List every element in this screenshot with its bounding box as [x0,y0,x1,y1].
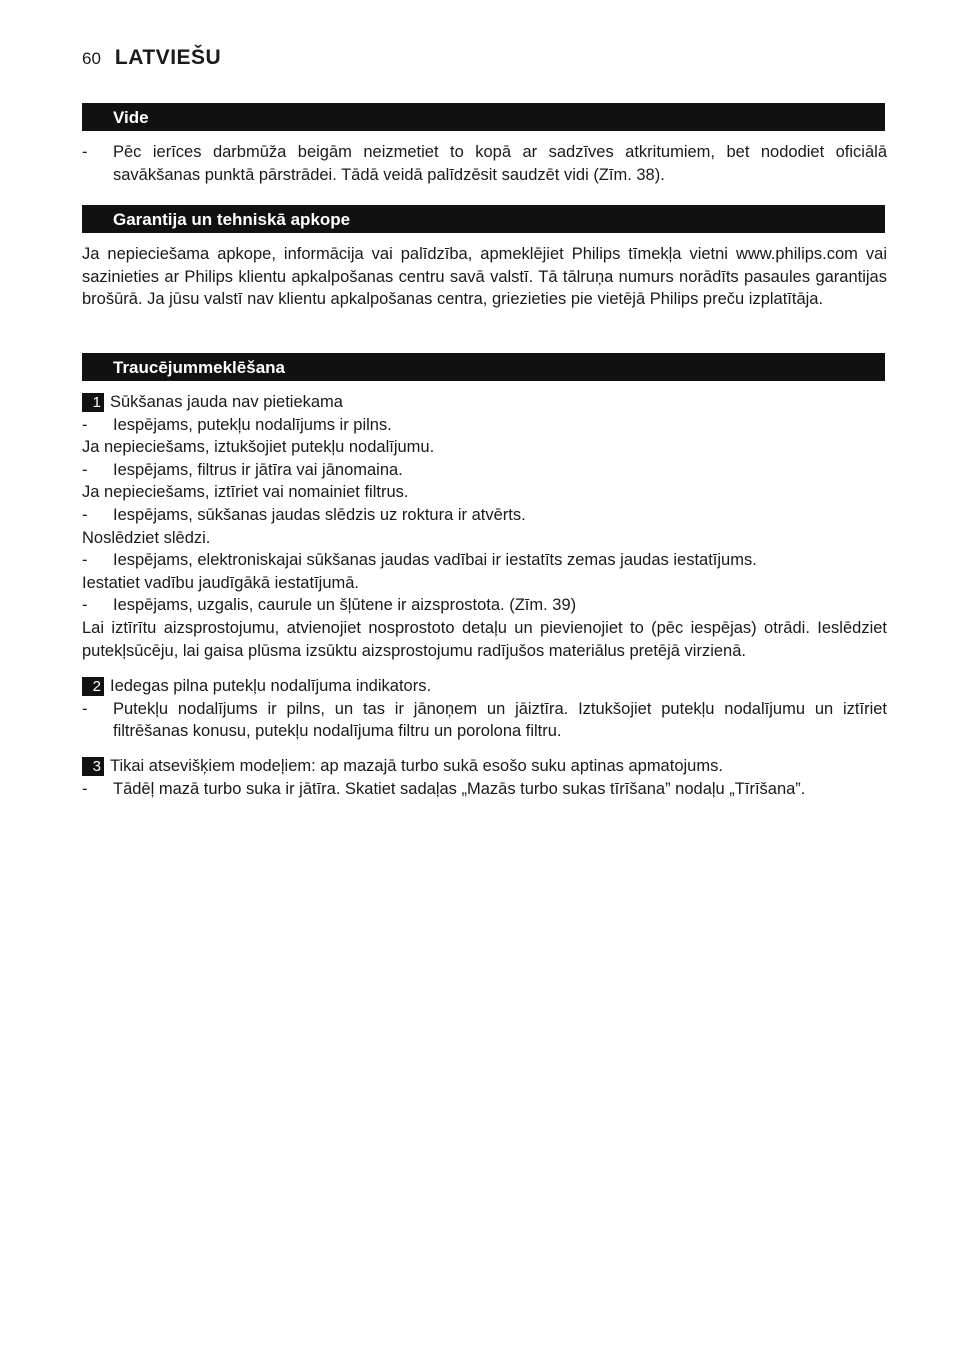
list-item: - Iespējams, elektroniskajai sūkšanas jaudas vadībai ir iestatīts zemas jaudas iestatījums. [82,551,757,570]
list-item: - Iespējams, putekļu nodalījums ir pilns. [82,415,392,434]
page-number: 60 [82,49,101,68]
list-item: - Iespējams, filtrus ir jātīra vai jānomaina. [82,460,403,479]
vide-list [82,141,887,186]
problem-title: Iedegas pilna putekļu nodalījuma indikators. [110,677,432,695]
section-header-traucejumi: Traucējummeklēšana [82,353,885,381]
problem-title: Sūkšanas jauda nav pietiekama [110,393,343,411]
problem-2 [82,675,887,743]
section-header-vide: Vide [82,103,885,131]
instruction-line: Lai iztīrītu aizsprostojumu, atvienojiet nosprostoto detaļu un pievienojiet to (pēc iespējas) otrādi. Ieslēdziet putekļsūcēju, lai gaisa plūsma izsūktu aizsprostojumu radījušos materiālus pretējā virzienā. [82,618,887,660]
list-item: - Pēc ierīces darbmūža beigām neizmetiet to kopā ar sadzīves atkritumiem, bet nododiet oficiālā savākšanas punktā pārstrādei. Tādā veidā palīdzēsit saudzēt vidi (Zīm. 38). [82,143,887,184]
list-item: - Tādēļ mazā turbo suka ir jātīra. Skatiet sadaļas „Mazās turbo sukas tīrīšana” nodaļu „Tīrīšana”. [82,779,806,798]
list-item: - Iespējams, sūkšanas jaudas slēdzis uz roktura ir atvērts. [82,505,526,524]
language-title: LATVIEŠU [114,46,222,69]
list-item: - Putekļu nodalījums ir pilns, un tas ir jānoņem un jāiztīra. Iztukšojiet putekļu nodalījumu un iztīriet filtrēšanas konusu, putekļu nodalījuma filtru un porolona filtru. [82,699,887,741]
problem-number-badge: 2 [82,677,104,696]
instruction-line: Noslēdziet slēdzi. [82,528,211,547]
problem-number-badge: 3 [82,757,104,776]
list-item: - Iespējams, uzgalis, caurule un šļūtene ir aizsprostota. (Zīm. 39) [82,596,577,615]
problem-3 [82,755,887,800]
problem-1 [82,391,887,662]
instruction-line: Ja nepieciešams, iztukšojiet putekļu nodalījumu. [82,438,435,457]
page-header [82,46,221,70]
instruction-line: Ja nepieciešams, iztīriet vai nomainiet filtrus. [82,483,409,502]
problem-title: Tikai atsevišķiem modeļiem: ap mazajā turbo sukā esošo suku aptinas apmatojums. [110,757,723,775]
instruction-line: Iestatiet vadību jaudīgākā iestatījumā. [82,573,360,592]
section-header-garantija: Garantija un tehniskā apkope [82,205,885,233]
garantija-paragraph: Ja nepieciešama apkope, informācija vai palīdzība, apmeklējiet Philips tīmekļa vietni www.philips.com vai sazinieties ar Philips klientu apkalpošanas centru savā valstī. Tā tālruņa numurs norādīts pasaules garantijas brošūrā. Ja jūsu valstī nav klientu apkalpošanas centra, griezieties pie vietējā Philips preču izplatītāja. [82,245,887,309]
problem-number-badge: 1 [82,393,104,412]
